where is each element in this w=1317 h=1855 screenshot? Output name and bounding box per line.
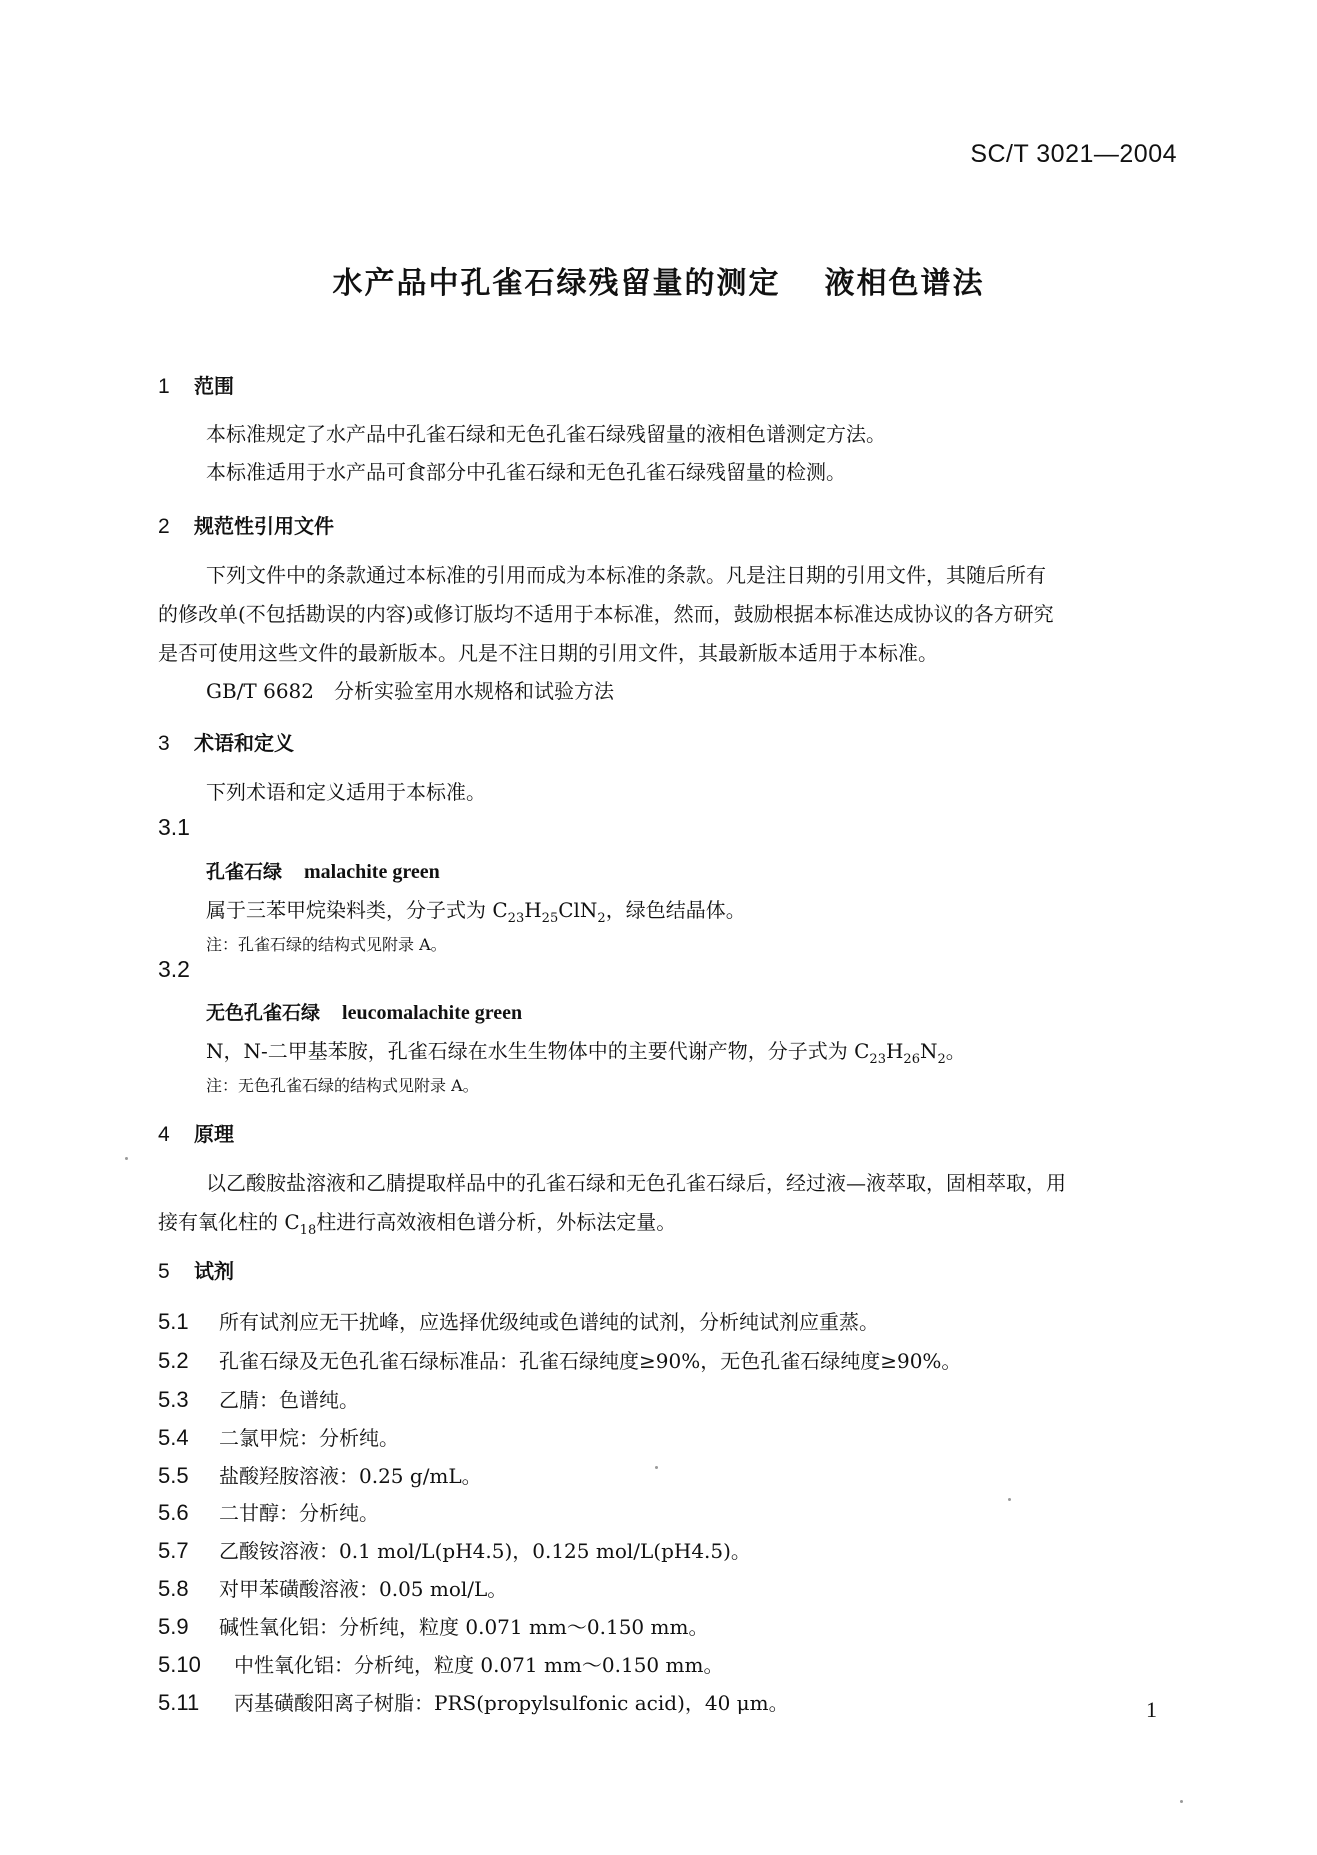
standard-code: SC/T 3021—2004 xyxy=(970,140,1177,168)
section-number: 1 xyxy=(158,375,170,398)
terms-intro: 下列术语和定义适用于本标准。 xyxy=(206,780,486,804)
title-method: 液相色谱法 xyxy=(824,266,985,301)
principle-line-1: 以乙酸胺盐溶液和乙腈提取样品中的孔雀石绿和无色孔雀石绿后，经过液—液萃取，固相萃取，用 xyxy=(206,1171,1066,1195)
term-3-2-definition: N，N-二甲基苯胺，孔雀石绿在水生生物体中的主要代谢产物，分子式为 $C_{23}H_{26}N_2$。 xyxy=(206,1039,966,1067)
reagent-item: 5.7 乙酸铵溶液：0.1 mol/L(pH4.5)，0.125 mol/L(pH4.5)。 xyxy=(158,1538,751,1563)
page-number: 1 xyxy=(1146,1697,1157,1722)
document-title xyxy=(0,258,1317,302)
term-3-1-definition: 属于三苯甲烷染料类，分子式为 $C_{23}H_{25}ClN_2$，绿色结晶体。 xyxy=(206,898,746,926)
reagent-item: 5.11 丙基磺酸阳离子树脂：PRS(propylsulfonic acid)，40 μm。 xyxy=(158,1690,789,1715)
references-line-2: 的修改单(不包括勘误的内容)或修订版均不适用于本标准，然而，鼓励根据本标准达成协议的各方研究 xyxy=(158,602,1054,626)
term-cn: 孔雀石绿 xyxy=(206,861,283,883)
term-malachite-green xyxy=(206,857,440,884)
term-3-2-note: 注：无色孔雀石绿的结构式见附录 A。 xyxy=(206,1076,479,1095)
principle-line-2: 接有氧化柱的 $C_{18}$柱进行高效液相色谱分析，外标法定量。 xyxy=(158,1210,677,1238)
reagent-item: 5.3 乙腈：色谱纯。 xyxy=(158,1387,359,1412)
reagent-item: 5.6 二甘醇：分析纯。 xyxy=(158,1500,379,1525)
section-title: 术语和定义 xyxy=(194,731,294,755)
reagent-item: 5.8 对甲苯磺酸溶液：0.05 mol/L。 xyxy=(158,1576,508,1601)
section-2-heading xyxy=(158,510,334,539)
section-5-heading xyxy=(158,1255,234,1284)
reagent-item: 5.10 中性氧化铝：分析纯，粒度 0.071 mm～0.150 mm。 xyxy=(158,1652,724,1677)
scope-paragraph-1: 本标准规定了水产品中孔雀石绿和无色孔雀石绿残留量的液相色谱测定方法。 xyxy=(206,422,886,446)
references-line-1: 下列文件中的条款通过本标准的引用而成为本标准的条款。凡是注日期的引用文件，其随后所有 xyxy=(206,563,1046,587)
section-3-heading xyxy=(158,727,294,756)
reagent-item: 5.5 盐酸羟胺溶液：0.25 g/mL。 xyxy=(158,1463,482,1488)
section-title: 范围 xyxy=(194,374,234,398)
scan-speck xyxy=(655,1466,658,1469)
term-cn: 无色孔雀石绿 xyxy=(206,1002,321,1024)
reagent-item: 5.4 二氯甲烷：分析纯。 xyxy=(158,1425,399,1450)
section-1-heading xyxy=(158,370,234,399)
reagent-item: 5.2 孔雀石绿及无色孔雀石绿标准品：孔雀石绿纯度≥90%，无色孔雀石绿纯度≥90%。 xyxy=(158,1348,962,1373)
scan-speck xyxy=(1008,1498,1011,1501)
scan-speck xyxy=(1180,1800,1183,1803)
title-main: 水产品中孔雀石绿残留量的测定 xyxy=(332,266,781,301)
term-en: leucomalachite green xyxy=(342,1002,523,1024)
references-line-3: 是否可使用这些文件的最新版本。凡是不注日期的引用文件，其最新版本适用于本标准。 xyxy=(158,641,938,665)
section-number: 5 xyxy=(158,1260,170,1283)
term-3-1-number: 3.1 xyxy=(158,814,190,840)
section-title: 规范性引用文件 xyxy=(194,514,334,538)
section-number: 3 xyxy=(158,732,170,755)
term-en: malachite green xyxy=(304,861,440,883)
reagent-item: 5.9 碱性氧化铝：分析纯，粒度 0.071 mm～0.150 mm。 xyxy=(158,1614,709,1639)
reagent-item: 5.1 所有试剂应无干扰峰，应选择优级纯或色谱纯的试剂，分析纯试剂应重蒸。 xyxy=(158,1309,879,1334)
term-leucomalachite-green xyxy=(206,998,522,1025)
section-number: 4 xyxy=(158,1123,170,1146)
reference-gbt-6682: GB/T 6682 分析实验室用水规格和试验方法 xyxy=(206,679,615,703)
term-3-1-note: 注：孔雀石绿的结构式见附录 A。 xyxy=(206,935,447,954)
section-4-heading xyxy=(158,1118,234,1147)
scope-paragraph-2: 本标准适用于水产品可食部分中孔雀石绿和无色孔雀石绿残留量的检测。 xyxy=(206,460,846,484)
section-title: 原理 xyxy=(194,1122,234,1146)
section-number: 2 xyxy=(158,515,170,538)
scan-speck xyxy=(125,1157,128,1160)
section-title: 试剂 xyxy=(194,1259,234,1283)
term-3-2-number: 3.2 xyxy=(158,956,190,982)
